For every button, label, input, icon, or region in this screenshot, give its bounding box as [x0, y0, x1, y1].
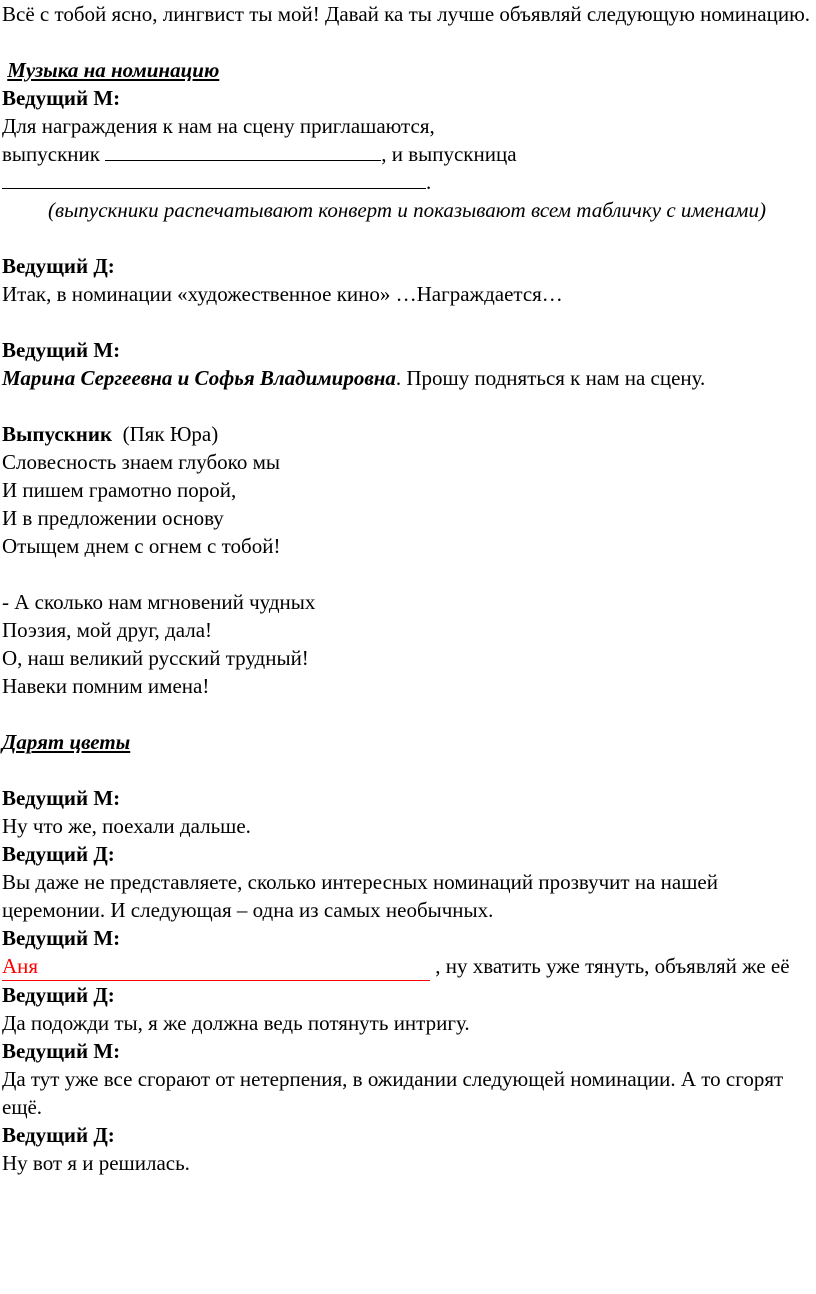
line-go-on: Ну что же, поехали дальше. — [2, 814, 251, 838]
graduate-girl-name-blank — [2, 168, 426, 189]
poem2-line-3: О, наш великий русский трудный! — [2, 646, 309, 670]
spacer — [2, 756, 812, 784]
graduate-label: Выпускник — [2, 422, 113, 446]
awardees-names: Марина Сергеевна и Софья Владимировна — [2, 366, 396, 390]
speaker-m-1: Ведущий М: — [2, 86, 121, 110]
graduate-header — [2, 420, 812, 448]
poem2-line-4: Навеки помним имена! — [2, 674, 210, 698]
name-filled: Аня — [2, 954, 39, 978]
spacer — [2, 560, 812, 588]
invite-line-1: Для награждения к нам на сцену приглашаются, — [2, 114, 435, 138]
poem2-line-2: Поэзия, мой друг, дала! — [2, 618, 213, 642]
line-impatience: Да тут уже все сгорают от нетерпения, в ожидании следующей номинации. А то сгорят ещё. — [2, 1067, 784, 1119]
name-filled-blank — [2, 952, 430, 981]
line-pull-text: , ну хватить уже тянуть, объявляй же её — [430, 954, 790, 978]
spacer — [2, 308, 812, 336]
poem1-line-3: И в предложении основу — [2, 506, 224, 530]
speaker-m-3: Ведущий М: — [2, 786, 121, 810]
poem2-line-1: - А сколько нам мгновений чудных — [2, 590, 316, 614]
poem1-line-2: И пишем грамотно порой, — [2, 478, 237, 502]
spacer — [2, 28, 812, 56]
nomination-line: Итак, в номинации «художественное кино» …Награждается… — [2, 282, 563, 306]
line-nominations: Вы даже не представляете, сколько интересных номинаций прозвучит на нашей церемонии. И следующая – одна из самых необычных. — [2, 870, 718, 922]
line-decided: Ну вот я и решилась. — [2, 1151, 190, 1175]
awardees-line — [2, 364, 812, 392]
stage-direction: (выпускники распечатывают конверт и показывают всем табличку с именами) — [48, 198, 766, 222]
poem1-line-1: Словесность знаем глубоко мы — [2, 450, 280, 474]
music-note-text: Музыка на номинацию — [7, 58, 220, 82]
line-pull — [2, 952, 812, 981]
invite-graduate-suffix: , и выпускница — [381, 142, 517, 166]
speaker-d-3: Ведущий Д: — [2, 983, 115, 1007]
invite-line-3 — [2, 168, 812, 196]
invite-end: . — [426, 170, 432, 194]
graduate-name-blank — [105, 140, 381, 161]
spacer — [2, 700, 812, 728]
line-wait: Да подожди ты, я же должна ведь потянуть интригу. — [2, 1011, 470, 1035]
invite-line-2 — [2, 140, 812, 168]
flowers-note — [2, 728, 812, 756]
awardees-rest: . Прошу подняться к нам на сцену. — [395, 366, 706, 390]
invite-graduate-prefix: выпускник — [2, 142, 100, 166]
speaker-m-2: Ведущий М: — [2, 338, 121, 362]
spacer — [2, 392, 812, 420]
speaker-d-2: Ведущий Д: — [2, 842, 115, 866]
flowers-note-text: Дарят цветы — [2, 730, 131, 754]
spacer — [2, 224, 812, 252]
intro-text: Всё с тобой ясно, лингвист ты мой! Давай ка ты лучше объявляй следующую номинацию. — [2, 2, 811, 26]
speaker-d-1: Ведущий Д: — [2, 254, 115, 278]
speaker-m-4: Ведущий М: — [2, 926, 121, 950]
music-note — [2, 56, 812, 84]
speaker-m-5: Ведущий М: — [2, 1039, 121, 1063]
graduate-name: (Пяк Юра) — [117, 422, 219, 446]
speaker-d-4: Ведущий Д: — [2, 1123, 115, 1147]
poem1-line-4: Отыщем днем с огнем с тобой! — [2, 534, 281, 558]
